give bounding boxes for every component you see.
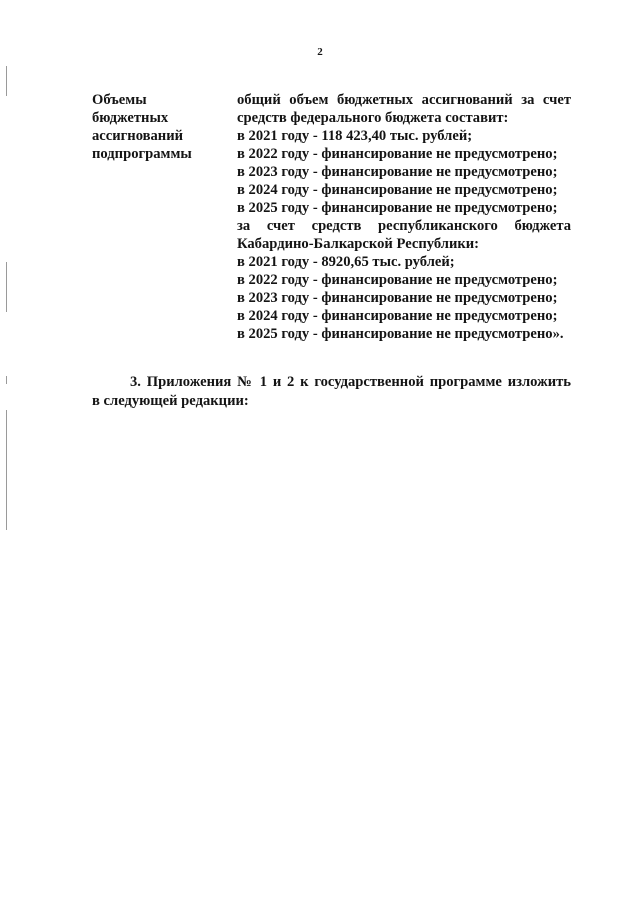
budget-value-line: общий объем бюджетных ассигнований за счет xyxy=(237,92,571,108)
budget-value-line: в 2025 году - финансирование не предусмотрено; xyxy=(237,200,558,216)
budget-value-line: в 2023 году - финансирование не предусмотрено; xyxy=(237,290,558,306)
budget-value-line: в 2024 году - финансирование не предусмотрено; xyxy=(237,308,558,324)
budget-value-line: за счет средств республиканского бюджета xyxy=(237,218,571,234)
budget-value-line: Кабардино-Балкарской Республики: xyxy=(237,236,480,252)
scan-artifact xyxy=(6,376,7,384)
budget-value-line: в 2022 году - финансирование не предусмотрено; xyxy=(237,272,558,288)
budget-value-line: средств федерального бюджета составит: xyxy=(237,110,509,126)
amendment-paragraph xyxy=(92,373,571,411)
page-number: 2 xyxy=(317,46,323,58)
budget-value-line: в 2024 году - финансирование не предусмотрено; xyxy=(237,182,558,198)
scan-artifact xyxy=(6,66,7,96)
scan-artifact xyxy=(6,262,7,312)
budget-value-line: в 2023 году - финансирование не предусмотрено; xyxy=(237,164,558,180)
budget-value-line: в 2021 году - 8920,65 тыс. рублей; xyxy=(237,254,455,270)
budget-values xyxy=(237,91,571,343)
budget-label-line: ассигнований xyxy=(92,128,184,144)
budget-label-line: бюджетных xyxy=(92,110,169,126)
budget-label-line: подпрограммы xyxy=(92,146,192,162)
paragraph-line: 3. Приложения № 1 и 2 к государственной программе изложить xyxy=(130,374,571,390)
budget-value-line: в 2025 году - финансирование не предусмотрено». xyxy=(237,326,564,342)
budget-value-line: в 2021 году - 118 423,40 тыс. рублей; xyxy=(237,128,473,144)
budget-label xyxy=(92,91,232,163)
budget-label-line: Объемы xyxy=(92,92,147,108)
paragraph-line: в следующей редакции: xyxy=(92,393,249,409)
scan-artifact xyxy=(6,410,7,530)
budget-value-line: в 2022 году - финансирование не предусмотрено; xyxy=(237,146,558,162)
